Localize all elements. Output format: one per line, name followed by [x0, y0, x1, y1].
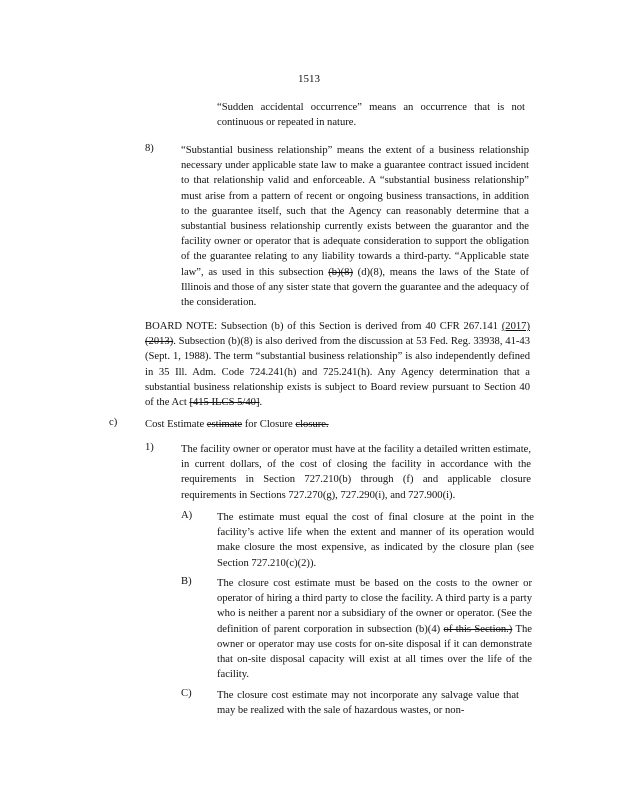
item-c1a-text: The estimate must equal the cost of final closure at the point in the facility’s active life when the extent and manner of its operation would make closure the most expensive, as indicated by the closure plan (see Section 727.210(c)(2)).: [217, 512, 534, 569]
subsection-c-heading: [145, 417, 530, 432]
item-c1a: [217, 510, 534, 571]
item-8-substantial-business-relationship: [181, 143, 529, 310]
item-c1: [181, 442, 531, 503]
item-c1-text: The facility owner or operator must have at the facility a detailed written estimate, in current dollars, of the cost of closing the facility in accordance with the requirements in Section 727.210(b) through (f) and applicable closure requirements in Sections 727.270(g), 727.290(i), and 727.900(i).: [181, 444, 531, 501]
item-c1c-text: The closure cost estimate may not incorporate any salvage value that may be realized with the sale of hazardous wastes, or non-: [217, 690, 519, 717]
item-8-marker: 8): [145, 143, 154, 154]
subsection-c-heading-text: Cost Estimate estimate for Closure closure.: [145, 419, 329, 430]
deleted-text: closure.: [295, 419, 329, 430]
item-c1b-marker: B): [181, 576, 192, 587]
definition-text: “Sudden accidental occurrence” means an occurrence that is not continuous or repeated in nature.: [217, 102, 525, 129]
deleted-text: (2013): [145, 336, 174, 348]
deleted-text: [415 ILCS 5/40]: [189, 397, 260, 409]
inserted-text: (2017): [501, 321, 530, 332]
page-number: 1513: [298, 73, 320, 85]
item-c1b-text: The closure cost estimate must be based on the costs to the owner or operator of hiring a third party to close the facility. A third party is a party who is neither a parent nor a subsidiary of the owner or operator. (See the definition of parent corporation in subsection (b)(4) of this Section.) The owner or operator may use costs for on-site disposal if it can demonstrate that on-site disposal capacity will exist at all times over the life of the facility.: [217, 578, 532, 681]
board-note: [145, 319, 530, 410]
item-c1c-marker: C): [181, 688, 192, 699]
deleted-text: of this Section.): [443, 623, 513, 635]
item-c1c: [217, 688, 519, 718]
subsection-c-marker: c): [109, 417, 118, 428]
item-8-text: “Substantial business relationship” means the extent of a business relationship necessary under applicable state law to make a guarantee contract issued incident to that relationship valid and enforceable. A “substantial business relationship” must arise from a pattern of recent or ongoing business transactions, in addition to the guarantee itself, such that the Agency can reasonably determine that a substantial business relationship currently exists between the guarantor and the facility owner or operator that is adequate consideration to support the obligation of the guarantee relating to any liability towards a third-party. “Applicable state law”, as used in this subsection (b)(8) (d)(8), means the laws of the State of Illinois and those of any sister state that govern the guarantee and the adequacy of the consideration.: [181, 145, 529, 309]
deleted-text: estimate: [206, 419, 243, 430]
definition-sudden-accidental-occurrence: [217, 100, 525, 130]
item-c1-marker: 1): [145, 442, 154, 453]
item-c1b: [217, 576, 532, 682]
item-c1a-marker: A): [181, 510, 193, 521]
board-note-text: BOARD NOTE: Subsection (b) of this Section is derived from 40 CFR 267.141 (2017) (2013). Subsection (b)(8) is also derived from the discussion at 53 Fed. Reg. 33938, 41-43 (Sept. 1, 1988). The term “substantial business relationship” is also independently defined in 35 Ill. Adm. Code 724.241(h) and 725.241(h). Any Agency determination that a substantial business relationship exists is subject to Board review pursuant to Section 40 of the Act [415 ILCS 5/40].: [145, 321, 530, 409]
deleted-text: (b)(8): [328, 266, 353, 278]
